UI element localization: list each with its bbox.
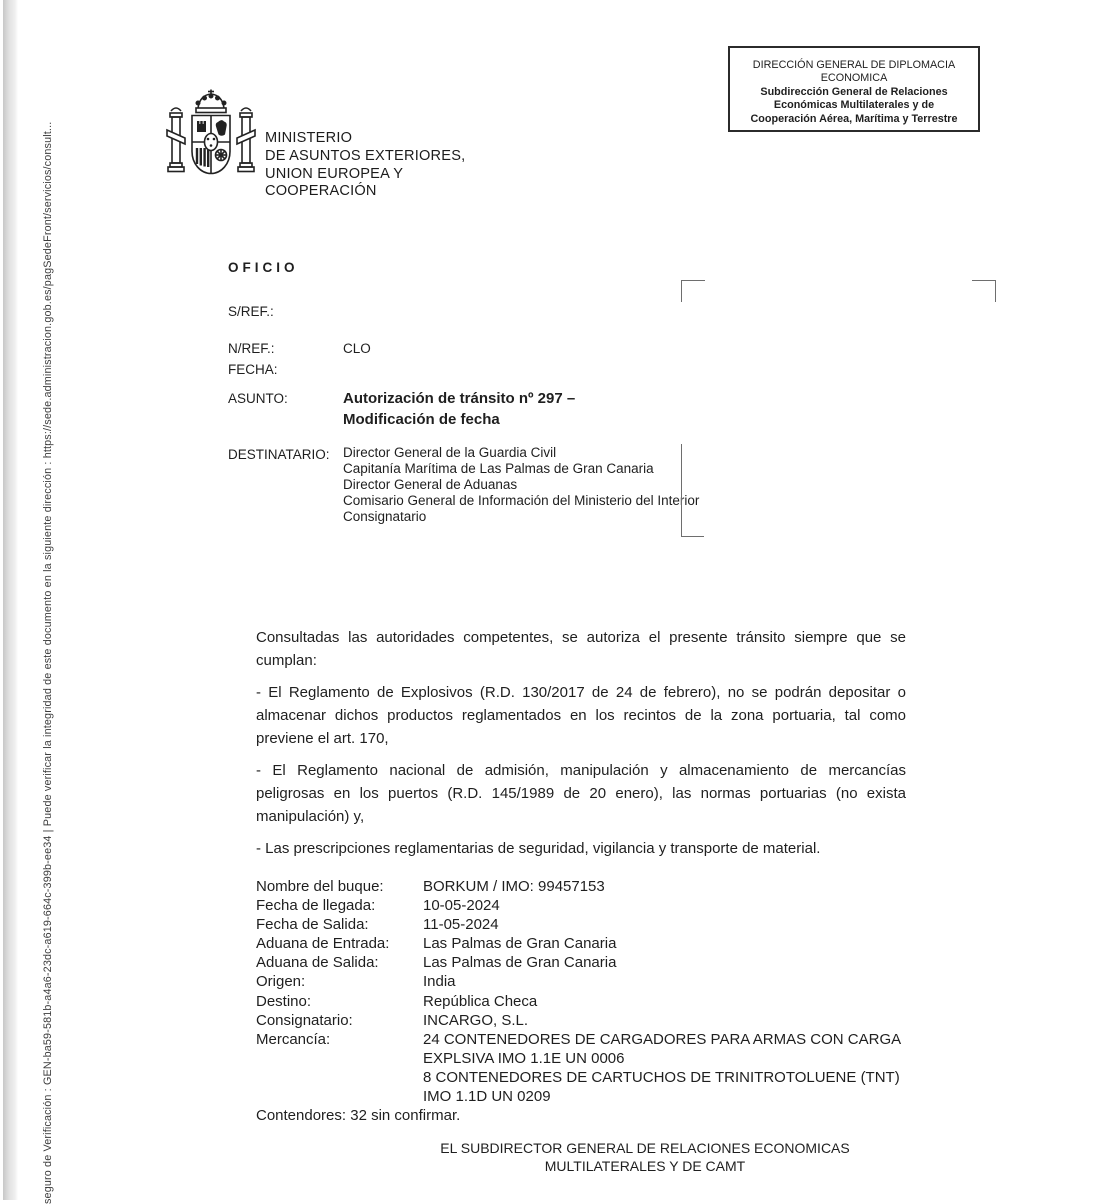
spain-coat-of-arms-icon [162,86,260,205]
field-label: Aduana de Entrada: [256,935,390,953]
shipment-row-mercancia [256,1068,956,1087]
field-value: IMO 1.1D UN 0209 [423,1088,551,1106]
field-label: Fecha de llegada: [256,897,376,915]
field-label: Destino: [256,992,312,1010]
ministry-line: COOPERACIÓN [265,183,377,200]
ministry-name [265,130,465,201]
shipment-row [256,915,956,934]
asunto-line: Modificación de fecha [343,411,500,428]
field-value: 11-05-2024 [423,916,499,934]
field-value: 24 CONTENEDORES DE CARGADORES PARA ARMAS CON CARGA [423,1030,902,1048]
destinatario-label: DESTINATARIO: [228,447,330,462]
recipient-item: Director General de Aduanas [343,477,518,492]
paragraph: - El Reglamento nacional de admisión, manipulación y almacenamiento de mercancías peligrosas en los puertos (R.D. 145/1989 de 20 enero), las normas portuarias (no exista manipulación) y, [256,762,906,825]
field-label: Fecha de Salida: [256,916,369,934]
asunto-label: ASUNTO: [228,391,288,406]
department-line: ECONOMICA [820,72,888,85]
body-text [256,626,906,869]
field-value: Las Palmas de Gran Canaria [423,954,617,972]
department-line: Subdirección General de Relaciones [760,85,948,98]
shipment-row-mercancia [256,1049,956,1068]
shipment-row [256,896,956,915]
department-box [728,46,980,132]
verification-code-text: seguro de Verificación : GEN-ba59-581b-a4a6-23dc-a619-664c-399b-ee34 | Puede verificar la integridad de este documento en la siguiente dirección : https://sede.administracion.gob.es/pagSedeFront/servicios/consult... [42,121,54,1204]
shipment-row [256,953,956,972]
ministry-line: UNION EUROPEA Y [265,165,404,182]
asunto-value [343,388,575,430]
department-line: DIRECCIÓN GENERAL DE DIPLOMACIA [752,59,956,71]
field-value: República Checa [423,992,538,1010]
fold-mark-recipient-bracket [681,444,704,537]
field-value: India [423,973,456,991]
nref-label: N/REF.: [228,341,275,356]
containers-line [256,1106,956,1125]
shipment-row [256,934,956,953]
field-value: EXPLSIVA IMO 1.1E UN 0006 [423,1049,625,1067]
field-label: Nombre del buque: [256,878,384,895]
field-label: Mercancía: [256,1030,331,1048]
signature-block [345,1140,945,1175]
department-line: Económicas Multilaterales y de [773,99,935,112]
shipment-details [256,877,956,1125]
field-label: Aduana de Salida: [256,954,379,972]
ministry-line: MINISTERIO [265,130,353,146]
field-value: Las Palmas de Gran Canaria [423,935,617,953]
shipment-row-mercancia [256,1087,956,1106]
shipment-row [256,877,956,896]
page-edge-strip [0,0,18,1200]
document-type-heading: OFICIO [228,260,299,275]
field-value: 10-05-2024 [423,897,500,915]
containers-text: Contendores: 32 sin confirmar. [256,1107,461,1125]
department-line: Cooperación Aérea, Marítima y Terrestre [750,112,958,125]
asunto-line: Autorización de tránsito nº 297 – [343,390,576,407]
signature-line: EL SUBDIRECTOR GENERAL DE RELACIONES ECONOMICAS [440,1140,850,1156]
fold-mark-top-left [681,280,705,302]
field-label: Origen: [256,973,306,991]
shipment-row [256,972,956,991]
shipment-row-mercancia [256,1030,956,1049]
nref-value: CLO [343,341,371,356]
field-label-empty [256,1087,423,1106]
field-value: INCARGO, S.L. [423,1011,529,1029]
signature-line: MULTILATERALES Y DE CAMT [544,1157,746,1174]
field-label-empty [256,1049,423,1068]
field-label-empty [256,1068,423,1087]
recipient-item: Consignatario [343,509,427,524]
paragraph: Consultadas las autoridades competentes, se autoriza el presente tránsito siempre que se cumplan: [256,629,906,669]
field-value: BORKUM / IMO: 99457153 [423,878,605,895]
paragraph: - El Reglamento de Explosivos (R.D. 130/2017 de 24 de febrero), no se podrán depositar o almacenar dichos productos reglamentados en los recintos de la zona portuaria, tal como previene el art. 170, [256,684,906,747]
recipient-item: Capitanía Marítima de Las Palmas de Gran Canaria [343,461,654,476]
shipment-row [256,992,956,1011]
field-value: 8 CONTENEDORES DE CARTUCHOS DE TRINITROTOLUENE (TNT) [423,1068,900,1086]
recipient-item: Comisario General de Información del Ministerio del Interior [343,493,700,508]
field-label: Consignatario: [256,1011,353,1029]
fecha-label: FECHA: [228,362,278,377]
recipient-list [343,445,699,525]
sref-label: S/REF.: [228,304,274,319]
shipment-row [256,1011,956,1030]
paragraph: - Las prescripciones reglamentarias de seguridad, vigilancia y transporte de material. [256,840,821,857]
fold-mark-top-right [972,280,996,302]
recipient-item: Director General de la Guardia Civil [343,445,557,460]
ministry-line: DE ASUNTOS EXTERIORES, [265,147,466,164]
